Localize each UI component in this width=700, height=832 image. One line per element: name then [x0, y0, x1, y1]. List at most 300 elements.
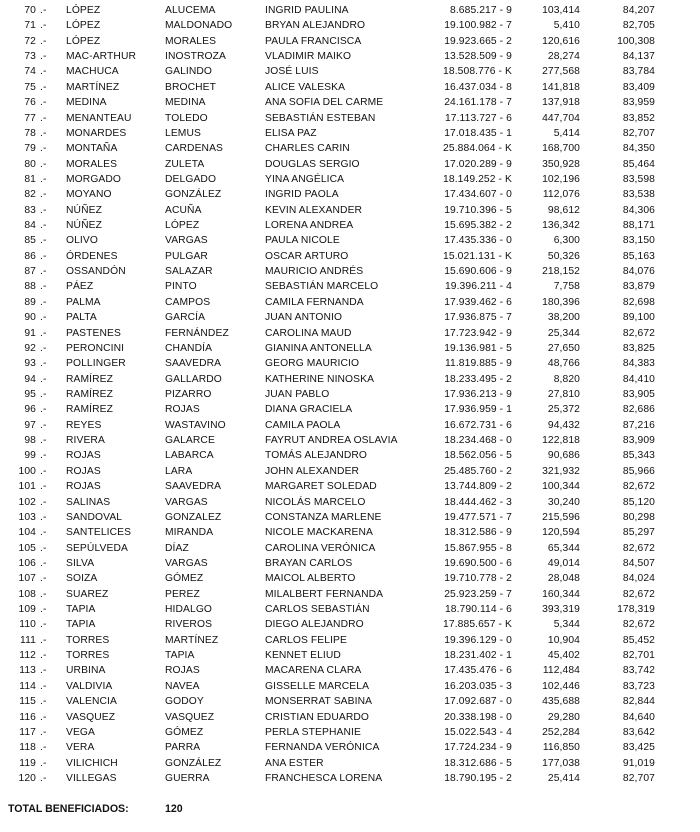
paternal-surname: MOYANO — [66, 189, 112, 201]
row-number: 94 — [24, 373, 36, 385]
rut-number: 16.203.035 - 3 — [444, 680, 512, 692]
given-names: OSCAR ARTURO — [265, 250, 349, 262]
amount-2: 85,966 — [622, 465, 655, 477]
row-separator: .- — [40, 757, 47, 769]
paternal-surname: SEPÚLVEDA — [66, 542, 128, 554]
amount-2: 84,306 — [622, 204, 655, 216]
amount-2: 100,308 — [617, 35, 655, 47]
rut-number: 15.021.131 - K — [443, 250, 512, 262]
amount-2: 84,507 — [622, 557, 655, 569]
row-number: 84 — [24, 220, 36, 232]
rut-number: 25.884.064 - K — [443, 143, 512, 155]
given-names: KATHERINE NINOSKA — [265, 373, 375, 385]
table-row — [8, 725, 700, 740]
amount-1: 5,414 — [553, 127, 580, 139]
paternal-surname: RAMÍREZ — [66, 373, 114, 385]
amount-2: 85,163 — [622, 250, 655, 262]
paternal-surname: SILVA — [66, 557, 95, 569]
maternal-surname: TAPIA — [165, 650, 195, 662]
paternal-surname: OSSANDÓN — [66, 266, 126, 278]
amount-1: 5,344 — [553, 619, 580, 631]
amount-2: 84,076 — [622, 266, 655, 278]
paternal-surname: LÓPEZ — [66, 5, 101, 16]
given-names: ELISA PAZ — [265, 127, 317, 139]
paternal-surname: URBINA — [66, 665, 106, 677]
amount-2: 178,319 — [617, 604, 655, 616]
paternal-surname: VERA — [66, 742, 95, 754]
paternal-surname: MEDINA — [66, 97, 107, 109]
row-number: 85 — [24, 235, 36, 247]
rut-number: 17.435.336 - 0 — [444, 235, 512, 247]
given-names: DIANA GRACIELA — [265, 404, 353, 416]
row-number: 78 — [24, 127, 36, 139]
amount-2: 83,425 — [622, 742, 655, 754]
given-names: GIANINA ANTONELLA — [265, 342, 372, 354]
table-row — [8, 571, 700, 586]
row-number: 98 — [24, 435, 36, 447]
table-row — [8, 218, 700, 233]
row-separator: .- — [40, 388, 47, 400]
amount-1: 50,326 — [547, 250, 580, 262]
amount-1: 102,196 — [542, 173, 580, 185]
paternal-surname: PÁEZ — [66, 281, 94, 293]
row-separator: .- — [40, 97, 47, 109]
row-number: 83 — [24, 204, 36, 216]
table-row — [8, 679, 700, 694]
maternal-surname: LÓPEZ — [165, 220, 200, 232]
rut-number: 11.819.885 - 9 — [444, 358, 512, 370]
table-row — [8, 710, 700, 725]
maternal-surname: MALDONADO — [165, 20, 233, 32]
row-separator: .- — [40, 634, 47, 646]
row-separator: .- — [40, 51, 47, 63]
row-separator: .- — [40, 250, 47, 262]
table-row — [8, 387, 700, 402]
row-number: 108 — [18, 588, 36, 600]
amount-2: 83,150 — [622, 235, 655, 247]
maternal-surname: MARTÍNEZ — [165, 634, 219, 646]
rut-number: 15.867.955 - 8 — [444, 542, 512, 554]
table-row — [8, 602, 700, 617]
amount-1: 120,594 — [542, 527, 580, 539]
maternal-surname: ZULETA — [165, 158, 205, 170]
maternal-surname: INOSTROZA — [165, 51, 226, 63]
table-row — [8, 479, 700, 494]
amount-1: 65,344 — [547, 542, 580, 554]
maternal-surname: DÍAZ — [165, 542, 189, 554]
maternal-surname: RIVEROS — [165, 619, 213, 631]
rut-number: 19.690.500 - 6 — [444, 557, 512, 569]
row-number: 95 — [24, 388, 36, 400]
maternal-surname: GALARCE — [165, 435, 215, 447]
given-names: CARLOS FELIPE — [265, 634, 347, 646]
table-row — [8, 233, 700, 248]
row-number: 75 — [24, 81, 36, 93]
maternal-surname: PIZARRO — [165, 388, 212, 400]
table-row — [8, 617, 700, 632]
paternal-surname: VALDIVIA — [66, 680, 113, 692]
row-number: 96 — [24, 404, 36, 416]
maternal-surname: TOLEDO — [165, 112, 208, 124]
rut-number: 19.710.396 - 5 — [444, 204, 512, 216]
row-separator: .- — [40, 680, 47, 692]
amount-1: 112,484 — [542, 665, 580, 677]
given-names: KENNET ELIUD — [265, 650, 341, 662]
row-separator: .- — [40, 742, 47, 754]
table-row — [8, 111, 700, 126]
amount-1: 100,344 — [542, 481, 580, 493]
amount-1: 25,414 — [547, 772, 580, 784]
amount-1: 160,344 — [542, 588, 580, 600]
table-row — [8, 663, 700, 678]
maternal-surname: ROJAS — [165, 404, 200, 416]
maternal-surname: PARRA — [165, 742, 201, 754]
row-number: 72 — [24, 35, 36, 47]
given-names: FERNANDA VERÓNICA — [265, 742, 380, 754]
rut-number: 17.435.476 - 6 — [444, 665, 512, 677]
given-names: CARLOS SEBASTIÁN — [265, 604, 370, 616]
maternal-surname: BROCHET — [165, 81, 217, 93]
paternal-surname: MONTAÑA — [66, 143, 118, 155]
given-names: BRAYAN CARLOS — [265, 557, 353, 569]
given-names: YINA ANGÉLICA — [265, 173, 345, 185]
amount-2: 83,909 — [622, 435, 655, 447]
amount-1: 180,396 — [542, 296, 580, 308]
maternal-surname: VARGAS — [165, 496, 208, 508]
paternal-surname: TAPIA — [66, 619, 96, 631]
paternal-surname: TORRES — [66, 650, 110, 662]
amount-1: 5,410 — [553, 20, 580, 32]
table-row — [8, 172, 700, 187]
maternal-surname: LABARCA — [165, 450, 214, 462]
row-number: 76 — [24, 97, 36, 109]
rut-number: 18.562.056 - 5 — [444, 450, 512, 462]
row-separator: .- — [40, 527, 47, 539]
row-separator: .- — [40, 696, 47, 708]
table-row — [8, 556, 700, 571]
amount-1: 29,280 — [547, 711, 580, 723]
maternal-surname: LEMUS — [165, 127, 201, 139]
maternal-surname: SAAVEDRA — [165, 358, 222, 370]
rut-number: 16.672.731 - 6 — [444, 419, 512, 431]
paternal-surname: LÓPEZ — [66, 35, 101, 47]
paternal-surname: TAPIA — [66, 604, 96, 616]
amount-1: 49,014 — [547, 557, 580, 569]
paternal-surname: OLIVO — [66, 235, 98, 247]
row-separator: .- — [40, 204, 47, 216]
amount-2: 85,464 — [622, 158, 655, 170]
amount-2: 82,686 — [622, 404, 655, 416]
given-names: VLADIMIR MAIKO — [265, 51, 352, 63]
rut-number: 13.528.509 - 9 — [444, 51, 512, 63]
amount-1: 27,650 — [547, 342, 580, 354]
amount-2: 82,844 — [622, 696, 655, 708]
row-number: 118 — [19, 742, 36, 754]
row-separator: .- — [40, 573, 47, 585]
given-names: PERLA STEPHANIE — [265, 726, 361, 738]
rut-number: 18.312.586 - 9 — [444, 527, 512, 539]
table-row — [8, 541, 700, 556]
table-row — [8, 49, 700, 64]
given-names: NICOLE MACKARENA — [265, 527, 374, 539]
rut-number: 17.723.942 - 9 — [444, 327, 512, 339]
row-separator: .- — [40, 650, 47, 662]
amount-2: 82,707 — [622, 772, 655, 784]
amount-2: 83,879 — [622, 281, 655, 293]
amount-2: 83,409 — [622, 81, 655, 93]
amount-1: 30,240 — [547, 496, 580, 508]
maternal-surname: GONZALEZ — [165, 511, 222, 523]
table-row — [8, 464, 700, 479]
row-number: 103 — [18, 511, 36, 523]
given-names: BRYAN ALEJANDRO — [265, 20, 366, 32]
amount-2: 82,698 — [622, 296, 655, 308]
amount-2: 83,959 — [622, 97, 655, 109]
table-row — [8, 356, 700, 371]
table-row — [8, 64, 700, 79]
maternal-surname: MORALES — [165, 35, 217, 47]
paternal-surname: MORALES — [66, 158, 118, 170]
table-row — [8, 126, 700, 141]
table-row — [8, 264, 700, 279]
row-separator: .- — [40, 266, 47, 278]
paternal-surname: PASTENES — [66, 327, 121, 339]
amount-2: 82,672 — [622, 588, 655, 600]
table-row — [8, 80, 700, 95]
paternal-surname: MORGADO — [66, 173, 122, 185]
amount-2: 83,825 — [622, 342, 655, 354]
row-number: 107 — [18, 573, 36, 585]
row-separator: .- — [40, 665, 47, 677]
row-separator: .- — [40, 511, 47, 523]
table-row — [8, 756, 700, 771]
row-number: 120 — [18, 772, 36, 784]
row-number: 114 — [19, 680, 36, 692]
row-separator: .- — [40, 711, 47, 723]
row-number: 91 — [24, 327, 36, 339]
paternal-surname: SANTELICES — [66, 527, 132, 539]
maternal-surname: GONZÁLEZ — [165, 189, 222, 201]
row-number: 112 — [19, 650, 36, 662]
row-number: 90 — [24, 312, 36, 324]
amount-2: 82,672 — [622, 619, 655, 631]
row-number: 101 — [18, 481, 36, 493]
table-row — [8, 694, 700, 709]
given-names: SEBASTIÁN MARCELO — [265, 281, 379, 293]
paternal-surname: RIVERA — [66, 435, 105, 447]
amount-1: 447,704 — [542, 112, 580, 124]
row-separator: .- — [40, 726, 47, 738]
amount-2: 82,672 — [622, 481, 655, 493]
table-row — [8, 326, 700, 341]
amount-2: 84,410 — [622, 373, 655, 385]
rut-number: 17.020.289 - 9 — [444, 158, 512, 170]
amount-1: 6,300 — [553, 235, 580, 247]
given-names: PAULA FRANCISCA — [265, 35, 362, 47]
table-row — [8, 448, 700, 463]
row-number: 74 — [24, 66, 36, 78]
maternal-surname: ROJAS — [165, 665, 200, 677]
paternal-surname: MAC-ARTHUR — [66, 51, 137, 63]
amount-1: 94,432 — [547, 419, 580, 431]
paternal-surname: PERONCINI — [66, 342, 125, 354]
maternal-surname: VARGAS — [165, 235, 208, 247]
row-number: 110 — [19, 619, 36, 631]
amount-1: 350,928 — [542, 158, 580, 170]
row-separator: .- — [40, 112, 47, 124]
rut-number: 19.100.982 - 7 — [444, 20, 512, 32]
row-separator: .- — [40, 158, 47, 170]
given-names: CAMILA FERNANDA — [265, 296, 364, 308]
row-separator: .- — [40, 312, 47, 324]
amount-1: 45,402 — [547, 650, 580, 662]
row-separator: .- — [40, 66, 47, 78]
row-separator: .- — [40, 588, 47, 600]
rut-number: 19.710.778 - 2 — [444, 573, 512, 585]
row-number: 100 — [18, 465, 36, 477]
amount-1: 168,700 — [542, 143, 580, 155]
table-row — [8, 157, 700, 172]
given-names: DIEGO ALEJANDRO — [265, 619, 364, 631]
rut-number: 18.149.252 - K — [443, 173, 512, 185]
row-number: 111 — [20, 634, 36, 646]
amount-2: 84,137 — [622, 51, 655, 63]
rut-number: 24.161.178 - 7 — [444, 97, 512, 109]
amount-1: 215,596 — [542, 511, 580, 523]
row-number: 117 — [19, 726, 36, 738]
amount-1: 122,818 — [542, 435, 580, 447]
maternal-surname: MIRANDA — [165, 527, 214, 539]
table-row — [8, 525, 700, 540]
given-names: NICOLÁS MARCELO — [265, 496, 366, 508]
paternal-surname: VALENCIA — [66, 696, 117, 708]
paternal-surname: SOIZA — [66, 573, 98, 585]
row-number: 102 — [18, 496, 36, 508]
table-row — [8, 633, 700, 648]
paternal-surname: VASQUEZ — [66, 711, 116, 723]
paternal-surname: SALINAS — [66, 496, 111, 508]
row-number: 77 — [24, 112, 36, 124]
row-separator: .- — [40, 327, 47, 339]
row-separator: .- — [40, 189, 47, 201]
maternal-surname: GUERRA — [165, 772, 210, 784]
paternal-surname: VILLEGAS — [66, 772, 117, 784]
total-label: TOTAL BENEFICIADOS: — [8, 803, 129, 816]
row-number: 92 — [24, 342, 36, 354]
amount-2: 84,383 — [622, 358, 655, 370]
given-names: INGRID PAOLA — [265, 189, 339, 201]
given-names: ANA SOFIA DEL CARME — [265, 97, 384, 109]
rut-number: 18.790.195 - 2 — [444, 772, 512, 784]
amount-2: 84,207 — [622, 5, 655, 16]
amount-1: 28,048 — [547, 573, 580, 585]
maternal-surname: GONZÁLEZ — [165, 757, 222, 769]
amount-1: 218,152 — [542, 266, 580, 278]
row-separator: .- — [40, 404, 47, 416]
given-names: FRANCHESCA LORENA — [265, 772, 383, 784]
row-separator: .- — [40, 296, 47, 308]
paternal-surname: REYES — [66, 419, 102, 431]
maternal-surname: PULGAR — [165, 250, 208, 262]
maternal-surname: SAAVEDRA — [165, 481, 222, 493]
maternal-surname: WASTAVINO — [165, 419, 226, 431]
given-names: JUAN ANTONIO — [265, 312, 343, 324]
amount-2: 89,100 — [622, 312, 655, 324]
amount-2: 83,723 — [622, 680, 655, 692]
amount-1: 435,688 — [542, 696, 580, 708]
amount-2: 91,019 — [622, 757, 655, 769]
amount-2: 83,642 — [622, 726, 655, 738]
maternal-surname: VASQUEZ — [165, 711, 215, 723]
row-separator: .- — [40, 173, 47, 185]
paternal-surname: POLLINGER — [66, 358, 126, 370]
given-names: INGRID PAULINA — [265, 5, 349, 16]
row-separator: .- — [40, 5, 47, 16]
row-number: 71 — [24, 20, 36, 32]
maternal-surname: GODOY — [165, 696, 204, 708]
given-names: CAROLINA MAUD — [265, 327, 352, 339]
amount-2: 82,672 — [622, 327, 655, 339]
rut-number: 13.744.809 - 2 — [444, 481, 512, 493]
row-separator: .- — [40, 772, 47, 784]
rut-number: 20.338.198 - 0 — [444, 711, 512, 723]
row-number: 79 — [24, 143, 36, 155]
rut-number: 18.508.776 - K — [443, 66, 512, 78]
row-separator: .- — [40, 35, 47, 47]
row-number: 88 — [24, 281, 36, 293]
amount-1: 103,414 — [542, 5, 580, 16]
rut-number: 18.790.114 - 6 — [444, 604, 512, 616]
given-names: MACARENA CLARA — [265, 665, 362, 677]
row-separator: .- — [40, 81, 47, 93]
maternal-surname: GÓMEZ — [165, 726, 204, 738]
table-row — [8, 95, 700, 110]
row-number: 106 — [18, 557, 36, 569]
amount-1: 25,372 — [547, 404, 580, 416]
rut-number: 19.396.211 - 4 — [444, 281, 512, 293]
row-separator: .- — [40, 373, 47, 385]
row-separator: .- — [40, 419, 47, 431]
row-number: 70 — [24, 5, 36, 16]
maternal-surname: GALLARDO — [165, 373, 222, 385]
amount-2: 83,852 — [622, 112, 655, 124]
row-number: 81 — [24, 173, 36, 185]
amount-2: 80,298 — [622, 511, 655, 523]
row-separator: .- — [40, 358, 47, 370]
table-row — [8, 34, 700, 49]
given-names: CAMILA PAOLA — [265, 419, 341, 431]
table-row — [8, 771, 700, 786]
table-row — [8, 203, 700, 218]
row-number: 119 — [19, 757, 36, 769]
rut-number: 19.396.129 - 0 — [444, 634, 512, 646]
row-separator: .- — [40, 281, 47, 293]
total-row — [8, 802, 700, 817]
beneficiary-table — [8, 3, 700, 786]
amount-1: 48,766 — [547, 358, 580, 370]
rut-number: 18.234.468 - 0 — [444, 435, 512, 447]
row-separator: .- — [40, 450, 47, 462]
paternal-surname: ROJAS — [66, 450, 101, 462]
row-separator: .- — [40, 465, 47, 477]
paternal-surname: RAMÍREZ — [66, 388, 114, 400]
amount-2: 84,350 — [622, 143, 655, 155]
table-row — [8, 648, 700, 663]
row-number: 89 — [24, 296, 36, 308]
table-row — [8, 187, 700, 202]
maternal-surname: HIDALGO — [165, 604, 213, 616]
amount-2: 83,784 — [622, 66, 655, 78]
